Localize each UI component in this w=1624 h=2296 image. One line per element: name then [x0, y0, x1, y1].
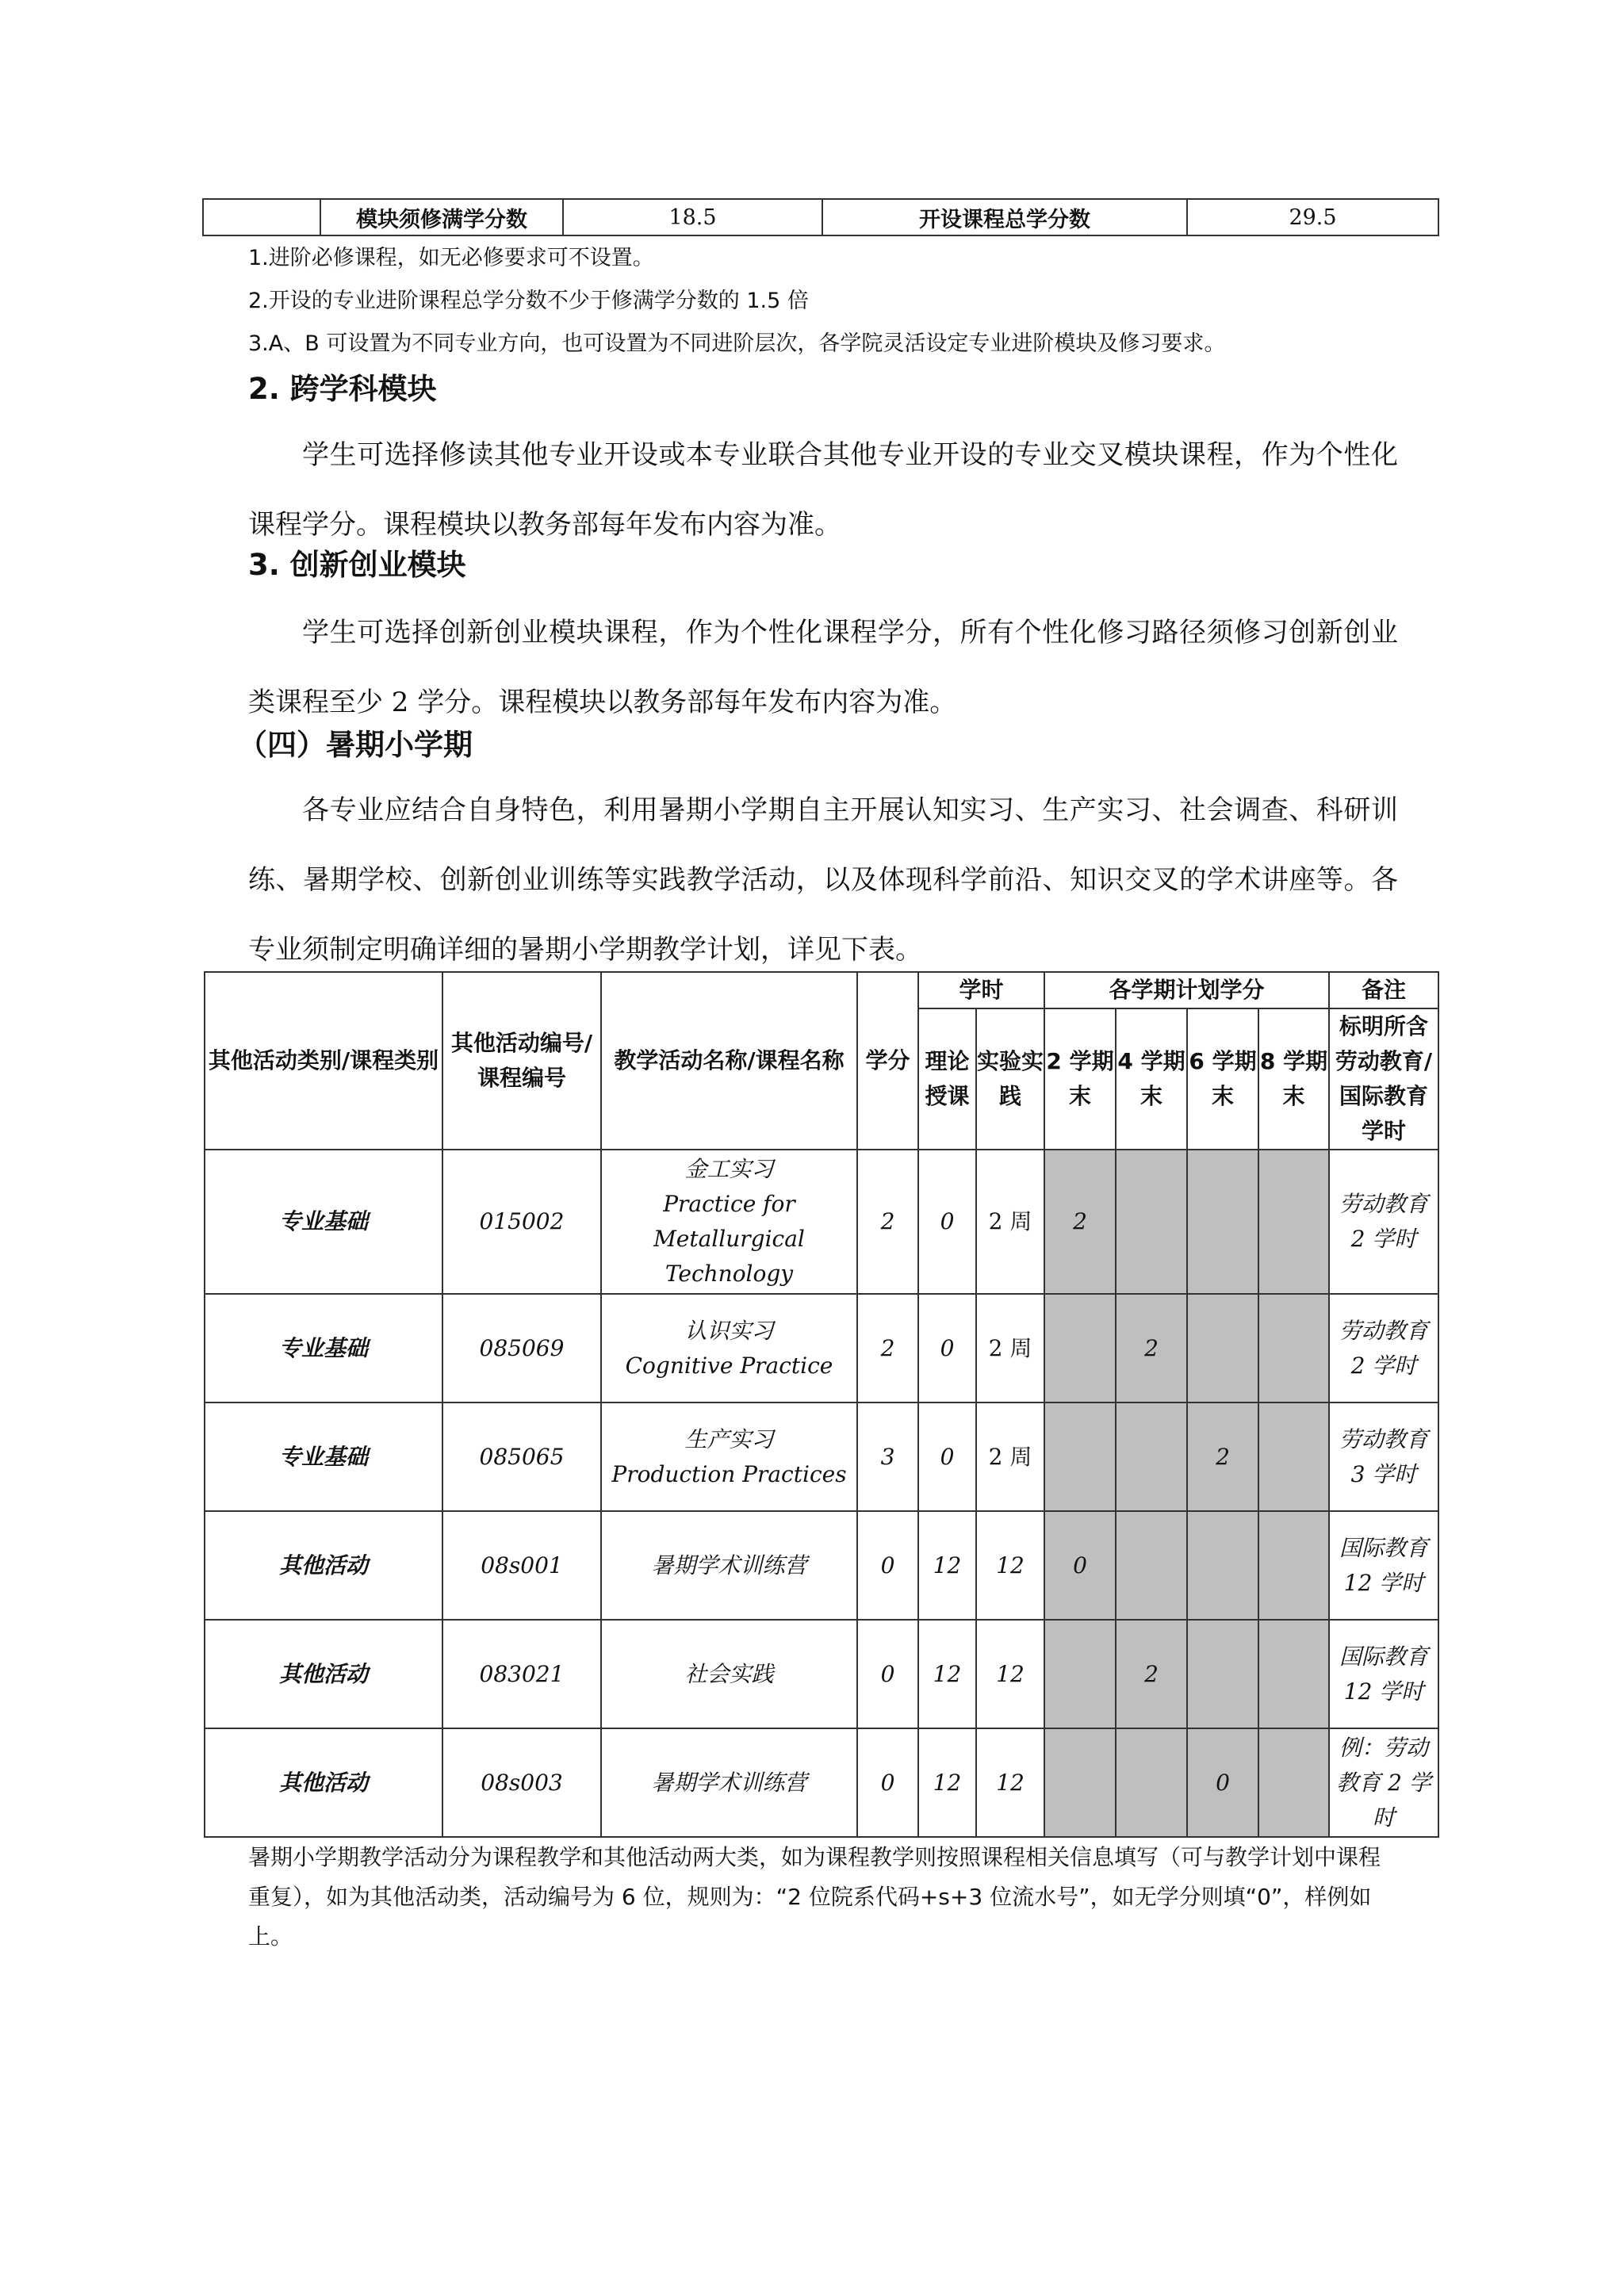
row-credit: 0 [857, 1511, 918, 1620]
row-name-en: Production Practices [611, 1460, 847, 1487]
row-semester-8 [1258, 1150, 1329, 1294]
row-theory: 12 [918, 1511, 976, 1620]
row-semester-8 [1258, 1294, 1329, 1402]
row-name-en: Practice for Metallurgical Technology [653, 1191, 805, 1287]
row-theory: 12 [918, 1620, 976, 1728]
row-remark: 例：劳动教育 2 学时 [1329, 1728, 1438, 1837]
row-code: 015002 [442, 1150, 601, 1294]
row-semester-6 [1187, 1620, 1258, 1728]
credit-summary-table [202, 198, 1439, 236]
row-credit: 3 [857, 1402, 918, 1511]
table-row [205, 1294, 1438, 1402]
header-remark: 备注 [1329, 972, 1438, 1008]
note-1: 1.进阶必修课程，如无必修要求可不设置。 [248, 246, 654, 270]
row-credit: 2 [857, 1294, 918, 1402]
row-category: 专业基础 [205, 1294, 442, 1402]
row-name-cn: 暑期学术训练营 [651, 1552, 807, 1578]
table-row [205, 1620, 1438, 1728]
row-name-cn: 社会实践 [684, 1660, 774, 1687]
row-semester-6 [1187, 1511, 1258, 1620]
heading-innovation: 3. 创新创业模块 [248, 548, 466, 582]
row-name [601, 1511, 857, 1620]
row-theory: 12 [918, 1728, 976, 1837]
row-name-cn: 金工实习 [684, 1156, 774, 1182]
row-semester-4 [1116, 1511, 1187, 1620]
row-theory: 0 [918, 1294, 976, 1402]
row-semester-8 [1258, 1511, 1329, 1620]
header-hours: 学时 [918, 972, 1044, 1008]
row-name [601, 1294, 857, 1402]
row-semester-6 [1187, 1150, 1258, 1294]
row-semester-2: 0 [1044, 1511, 1116, 1620]
paragraph-cross-discipline: 学生可选择修读其他专业开设或本专业联合其他专业开设的专业交叉模块课程，作为个性化课程学分。课程模块以教务部每年发布内容为准。 [248, 439, 1398, 541]
row-semester-4 [1116, 1150, 1187, 1294]
row-code: 085069 [442, 1294, 601, 1402]
row-theory: 0 [918, 1150, 976, 1294]
row-code: 083021 [442, 1620, 601, 1728]
row-name [601, 1150, 857, 1294]
row-semester-6: 2 [1187, 1402, 1258, 1511]
heading-summer-term: （四）暑期小学期 [238, 728, 473, 762]
row-credit: 2 [857, 1150, 918, 1294]
row-semester-2 [1044, 1620, 1116, 1728]
row-credit: 0 [857, 1620, 918, 1728]
paragraph-summer-term: 各专业应结合自身特色，利用暑期小学期自主开展认知实习、生产实习、社会调查、科研训练、暑期学校、创新创业训练等实践教学活动，以及体现科学前沿、知识交叉的学术讲座等。各专业须制定明确详细的暑期小学期教学计划，详见下表。 [248, 794, 1398, 966]
row-name-cn: 生产实习 [684, 1425, 774, 1452]
note-3: 3.A、B 可设置为不同专业方向，也可设置为不同进阶层次，各学院灵活设定专业进阶模块及修习要求。 [248, 331, 1226, 356]
row-semester-4: 2 [1116, 1620, 1187, 1728]
row-name [601, 1620, 857, 1728]
row-name-cn: 认识实习 [684, 1317, 774, 1344]
credit-summary-row [203, 199, 1438, 235]
total-credits-value: 29.5 [1187, 199, 1438, 235]
row-semester-6 [1187, 1294, 1258, 1402]
row-name [601, 1728, 857, 1837]
row-semester-2: 2 [1044, 1150, 1116, 1294]
row-remark: 国际教育 12 学时 [1329, 1620, 1438, 1728]
row-semester-6: 0 [1187, 1728, 1258, 1837]
row-category: 专业基础 [205, 1150, 442, 1294]
header-semester-6: 6 学期末 [1187, 1008, 1258, 1150]
row-category: 其他活动 [205, 1728, 442, 1837]
note-2: 2.开设的专业进阶课程总学分数不少于修满学分数的 1.5 倍 [248, 289, 809, 313]
paragraph-innovation: 学生可选择创新创业模块课程，作为个性化课程学分，所有个性化修习路径须修习创新创业类课程至少 2 学分。课程模块以教务部每年发布内容为准。 [248, 617, 1398, 718]
row-semester-8 [1258, 1728, 1329, 1837]
header-row-1 [205, 972, 1438, 1008]
row-semester-2 [1044, 1728, 1116, 1837]
header-credit: 学分 [857, 972, 918, 1150]
table-row [205, 1728, 1438, 1837]
total-credits-label: 开设课程总学分数 [822, 199, 1187, 235]
row-practice: 12 [976, 1728, 1044, 1837]
header-category: 其他活动类别/课程类别 [205, 972, 442, 1150]
required-credits-value: 18.5 [563, 199, 822, 235]
row-semester-4 [1116, 1402, 1187, 1511]
row-practice: 2 周 [976, 1150, 1044, 1294]
header-semester-8: 8 学期末 [1258, 1008, 1329, 1150]
row-category: 其他活动 [205, 1620, 442, 1728]
header-practice: 实验实践 [976, 1008, 1044, 1150]
row-semester-2 [1044, 1294, 1116, 1402]
table-row [205, 1511, 1438, 1620]
heading-cross-discipline: 2. 跨学科模块 [248, 372, 437, 406]
row-remark: 劳动教育 2 学时 [1329, 1150, 1438, 1294]
row-practice: 12 [976, 1620, 1044, 1728]
table-footnote: 暑期小学期教学活动分为课程教学和其他活动两大类，如为课程教学则按照课程相关信息填写（可与教学计划中课程重复），如为其他活动类，活动编号为 6 位，规则为：“2 位院系代码+s+3 位流水号”，如无学分则填“0”，样例如上。 [248, 1844, 1381, 1950]
row-category: 专业基础 [205, 1402, 442, 1511]
header-semester-4: 4 学期末 [1116, 1008, 1187, 1150]
row-name [601, 1402, 857, 1511]
row-credit: 0 [857, 1728, 918, 1837]
row-name-cn: 暑期学术训练营 [651, 1769, 807, 1796]
blank-cell [203, 199, 320, 235]
row-code: 085065 [442, 1402, 601, 1511]
header-semester-plan: 各学期计划学分 [1044, 972, 1329, 1008]
header-semester-2: 2 学期末 [1044, 1008, 1116, 1150]
summer-term-plan-table [204, 971, 1439, 1838]
row-category: 其他活动 [205, 1511, 442, 1620]
row-remark: 国际教育 12 学时 [1329, 1511, 1438, 1620]
header-name: 教学活动名称/课程名称 [601, 972, 857, 1150]
row-remark: 劳动教育 2 学时 [1329, 1294, 1438, 1402]
row-semester-4 [1116, 1728, 1187, 1837]
row-semester-4: 2 [1116, 1294, 1187, 1402]
row-code: 08s001 [442, 1511, 601, 1620]
row-theory: 0 [918, 1402, 976, 1511]
header-code: 其他活动编号/课程编号 [442, 972, 601, 1150]
header-remark-detail: 标明所含劳动教育/国际教育学时 [1329, 1008, 1438, 1150]
row-semester-8 [1258, 1402, 1329, 1511]
row-practice: 12 [976, 1511, 1044, 1620]
row-name-en: Cognitive Practice [625, 1352, 833, 1379]
row-remark: 劳动教育 3 学时 [1329, 1402, 1438, 1511]
table-row [205, 1150, 1438, 1294]
row-practice: 2 周 [976, 1294, 1044, 1402]
required-credits-label: 模块须修满学分数 [320, 199, 563, 235]
header-theory: 理论授课 [918, 1008, 976, 1150]
table-row [205, 1402, 1438, 1511]
row-semester-2 [1044, 1402, 1116, 1511]
row-practice: 2 周 [976, 1402, 1044, 1511]
row-code: 08s003 [442, 1728, 601, 1837]
row-semester-8 [1258, 1620, 1329, 1728]
